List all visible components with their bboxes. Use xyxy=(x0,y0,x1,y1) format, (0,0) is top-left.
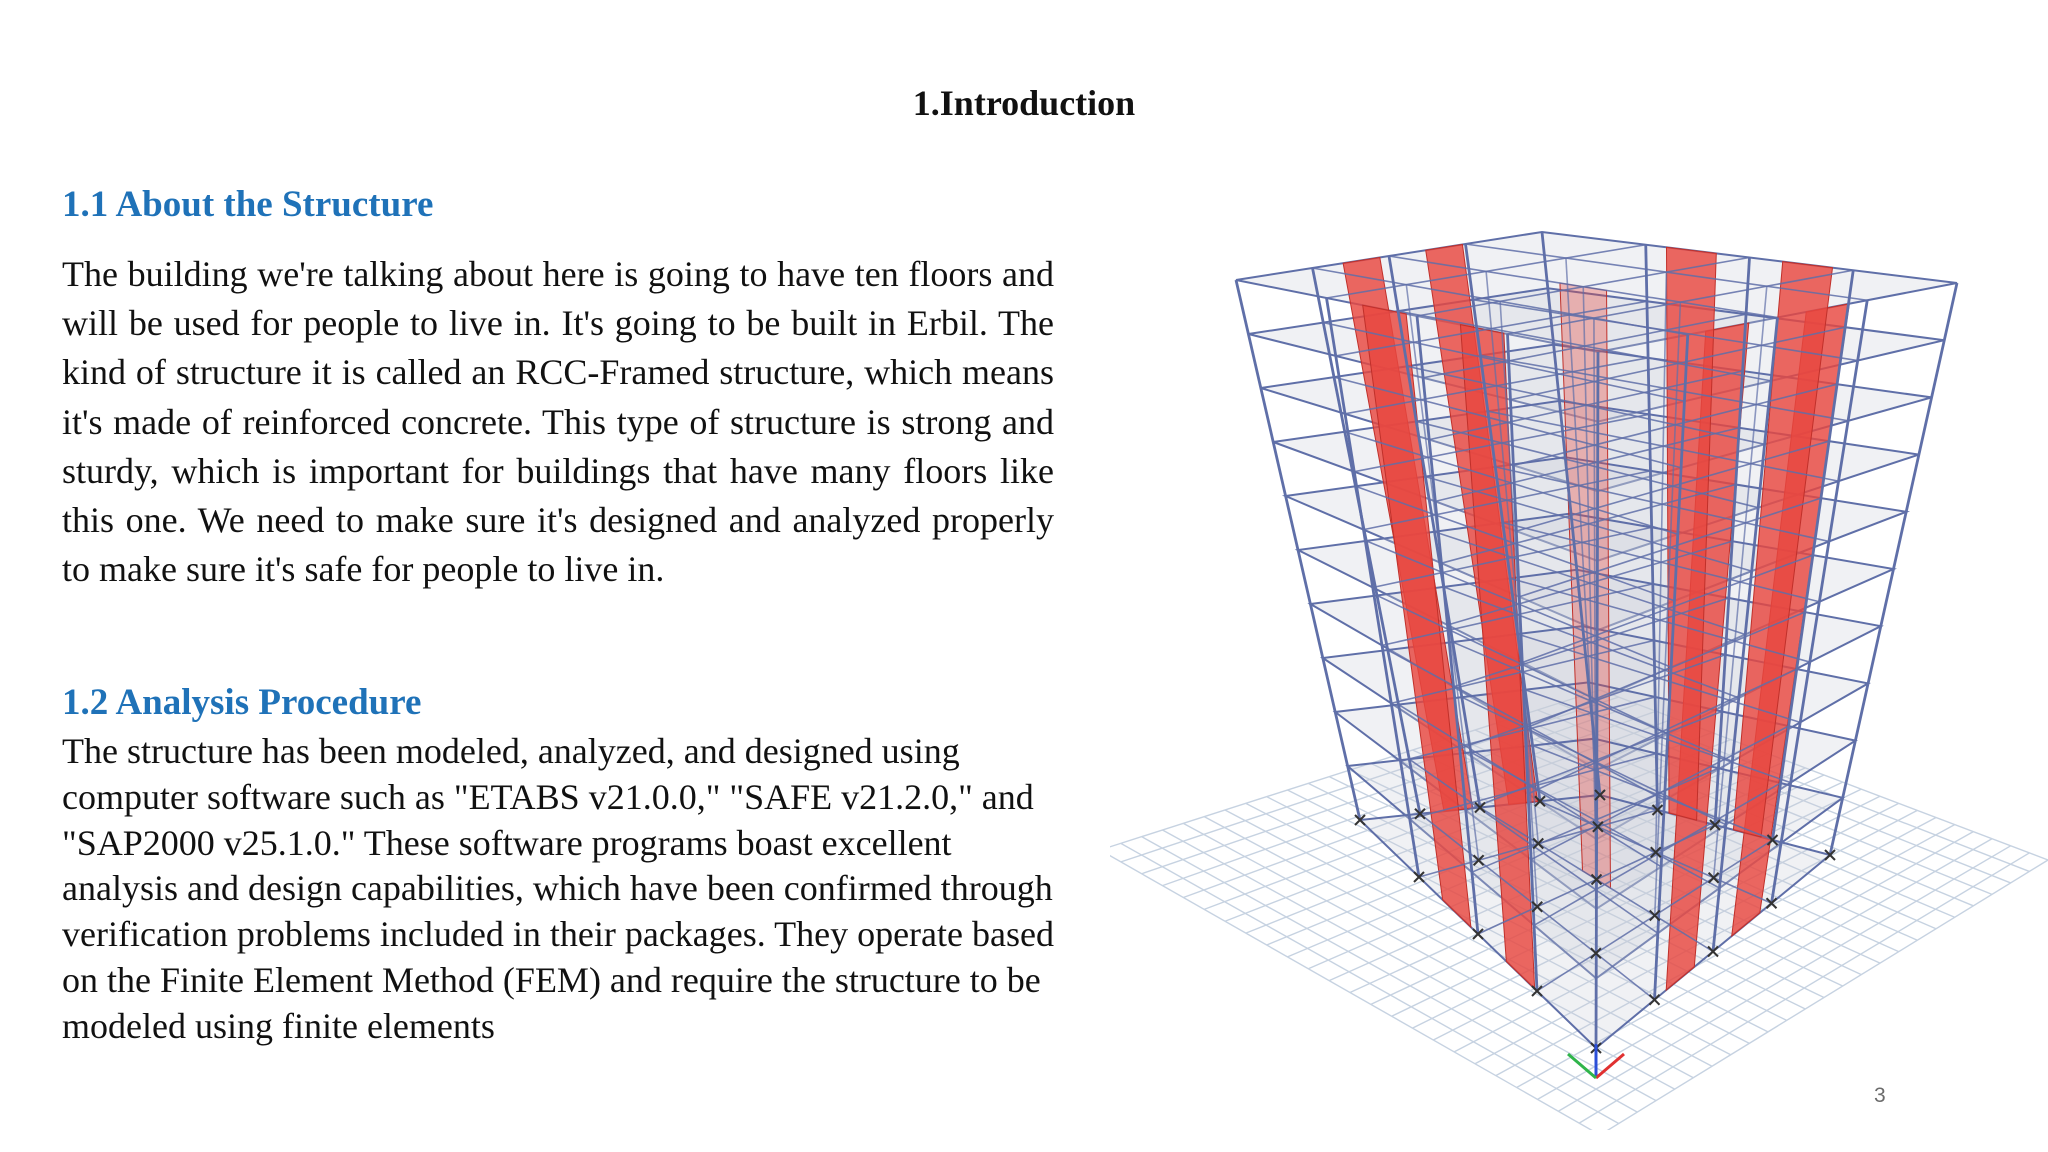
section-body-about-structure: The building we're talking about here is going to have ten floors and will be used for people to live in. It's going to be built in Erbil. The kind of structure it is called an RCC-Framed structure, which means it's made of reinforced concrete. This type of structure is strong and sturdy, which is important for buildings that have many floors like this one. We need to make sure it's designed and analyzed properly to make sure it's safe for people to live in. xyxy=(62,254,1054,590)
column-line xyxy=(1596,352,1598,1048)
section-heading-analysis-procedure: 1.2 Analysis Procedure xyxy=(62,682,422,723)
axis-triad xyxy=(1568,1044,1624,1078)
page-number: 3 xyxy=(1874,1084,1886,1107)
section-body-analysis-procedure: The structure has been modeled, analyzed, and designed using computer software such as "ETABS v21.0.0," "SAFE v21.2.0," and "SAP2000 v25.1.0." These software programs boast excellent analysis and design capabilities, which have been confirmed through verification problems included in their packages. They operate based on the Finite Element Method (FEM) and require the structure to be modeled using finite elements xyxy=(62,731,1054,1046)
section-heading-about-structure: 1.1 About the Structure xyxy=(62,184,434,225)
building-model-figure xyxy=(1110,220,2048,1130)
slide-title: 1.Introduction xyxy=(912,83,1136,123)
